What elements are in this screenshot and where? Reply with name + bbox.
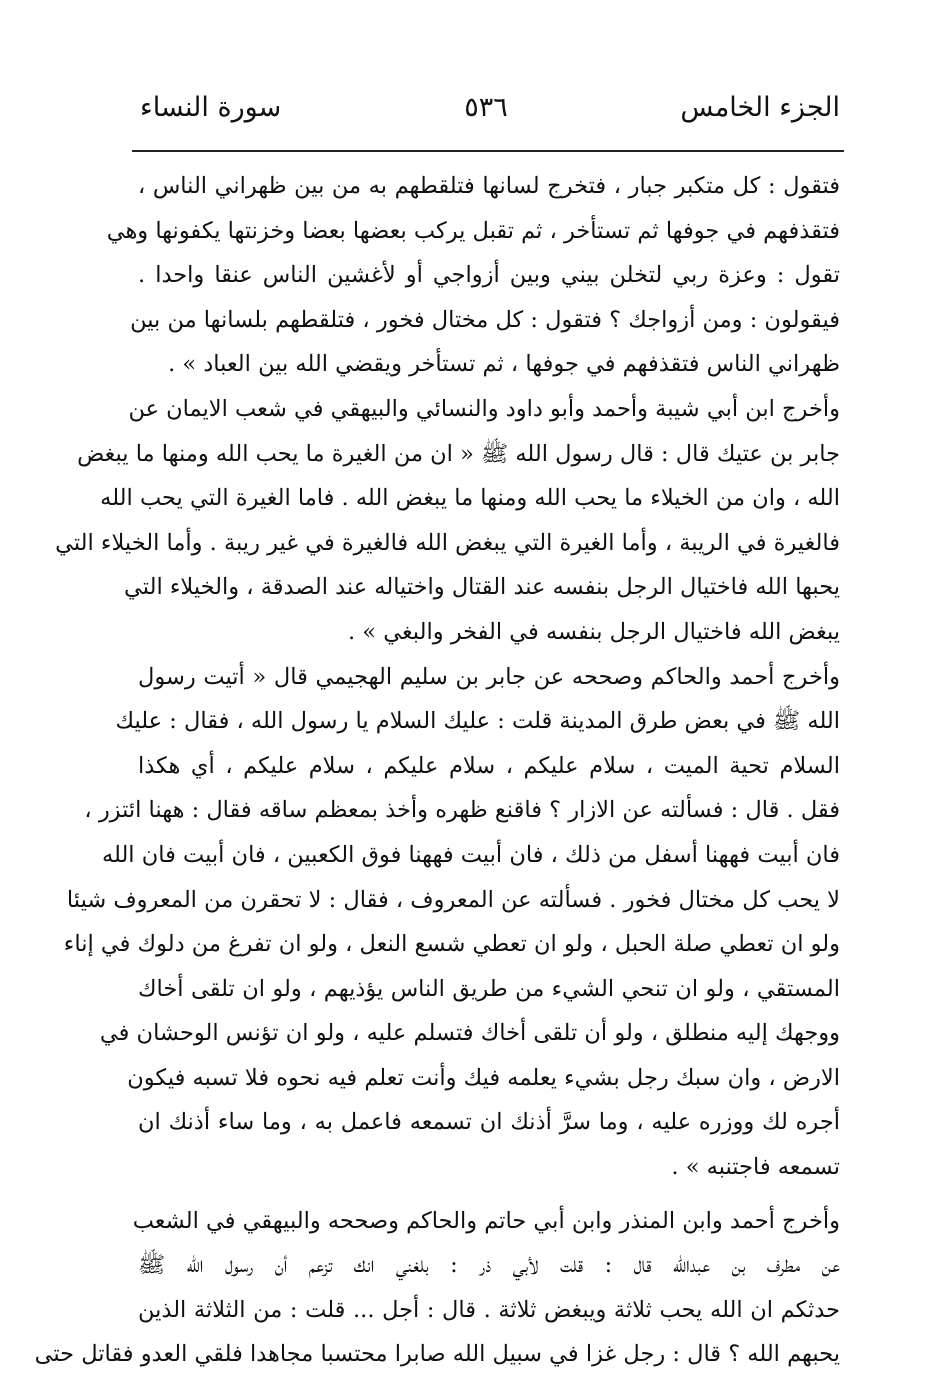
page-body: [34, 164, 840, 1377]
text-line: تقول : وعزة ربي لتخلن بيني وبين أزواجي أو لأغشين الناس عنقا واحدا .: [138, 262, 840, 289]
text-line: أجره لك ووزره عليه ، وما سرَّ أذنك ان تسمعه فاعمل به ، وما ساء أذنك ان: [138, 1109, 840, 1136]
text-line: الارض ، وان سبك رجل بشيء يعلمه فيك وأنت تعلم فيه نحوه فلا تسبه فيكون: [127, 1064, 840, 1091]
text-line: يبغض الله فاختيال الرجل بنفسه في الفخر والبغي » .: [347, 618, 840, 645]
paragraph-gap: [138, 1190, 840, 1199]
text-line: حدثكم ان الله يحب ثلاثة ويبغض ثلاثة . قال : أجل ... قلت : من الثلاثة الذين: [138, 1296, 840, 1323]
header-divider: [132, 150, 844, 152]
text-line: فيقولون : ومن أزواجك ؟ فتقول : كل مختال فخور ، فتلقطهم بلسانها من بين: [130, 306, 840, 333]
text-line: فان أبيت فههنا أسفل من ذلك ، فان أبيت فههنا فوق الكعبين ، فان أبيت فان الله: [101, 841, 840, 868]
text-line: فتقول : كل متكبر جبار ، فتخرج لسانها فتلقطهم به من بين ظهراني الناس ،: [138, 173, 840, 199]
text-line: يحبهم الله ؟ قال : رجل غزا في سبيل الله صابرا محتسبا مجاهدا فلقي العدو فقاتل حتى: [34, 1341, 840, 1368]
page-header: [132, 88, 840, 136]
text-line: ووجهك إليه منطلق ، ولو أن تلقى أخاك فتسلم عليه ، ولو ان تؤنس الوحشان في: [99, 1020, 840, 1047]
text-line: وأخرج أحمد وابن المنذر وابن أبي حاتم والحاكم وصححه والبيهقي في الشعب: [132, 1207, 840, 1234]
text-line: ولو ان تعطي صلة الحبل ، ولو ان تعطي شسع النعل ، ولو ان تفرغ من دلوك في إناء: [63, 931, 840, 958]
surah-label: سورة النساء: [140, 92, 282, 123]
page-number: ٥٣٦: [464, 92, 508, 123]
text-line: جابر بن عتيك قال : قال رسول الله ﷺ « ان من الغيرة ما يحب الله ومنها ما يبغض: [77, 440, 840, 467]
text-line: السلام تحية الميت ، سلام عليكم ، سلام عليكم ، سلام عليكم ، أي هكذا: [138, 752, 840, 779]
text-line: المستقي ، ولو ان تنحي الشيء من طريق الناس يؤذيهم ، ولو ان تلقى أخاك: [138, 975, 840, 1002]
text-line: الله ، وان من الخيلاء ما يحب الله ومنها ما يبغض الله . فاما الغيرة التي يحب الله: [100, 485, 840, 512]
text-line: يحبها الله فاختيال الرجل بنفسه عند القتال واختياله عند الصدقة ، والخيلاء التي: [124, 574, 840, 601]
text-line: وأخرج أحمد والحاكم وصححه عن جابر بن سليم الهجيمي قال « أتيت رسول: [138, 663, 840, 690]
text-line: عن مطرف بن عبدالله قال : قلت لأبي ذر : بلغني انك تزعم أن رسول الله ﷺ: [138, 1252, 840, 1279]
text-line: فالغيرة في الريبة ، وأما الغيرة التي يبغض الله فالغيرة في غير ريبة . وأما الخيلاء التي: [55, 529, 840, 556]
text-line: تسمعه فاجتنبه » .: [671, 1154, 840, 1181]
volume-label: الجزء الخامس: [680, 92, 840, 123]
text-line: فتقذفهم في جوفها ثم تستأخر ، ثم تقبل يركب بعضها بعضا وخزنتها يكفونها وهي: [106, 217, 840, 244]
text-line: الله ﷺ في بعض طرق المدينة قلت : عليك السلام يا رسول الله ، فقال : عليك: [115, 708, 840, 735]
text-line: وأخرج ابن أبي شيبة وأحمد وأبو داود والنسائي والبيهقي في شعب الايمان عن: [128, 395, 840, 422]
text-line: ظهراني الناس فتقذفهم في جوفها ، ثم تستأخر ويقضي الله بين العباد » .: [168, 351, 840, 378]
text-line: فقل . قال : فسألته عن الازار ؟ فاقنع ظهره وأخذ بمعظم ساقه فقال : ههنا ائتزر ،: [84, 797, 840, 824]
text-line: لا يحب كل مختال فخور . فسألته عن المعروف ، فقال : لا تحقرن من المعروف شيئا: [66, 886, 840, 913]
